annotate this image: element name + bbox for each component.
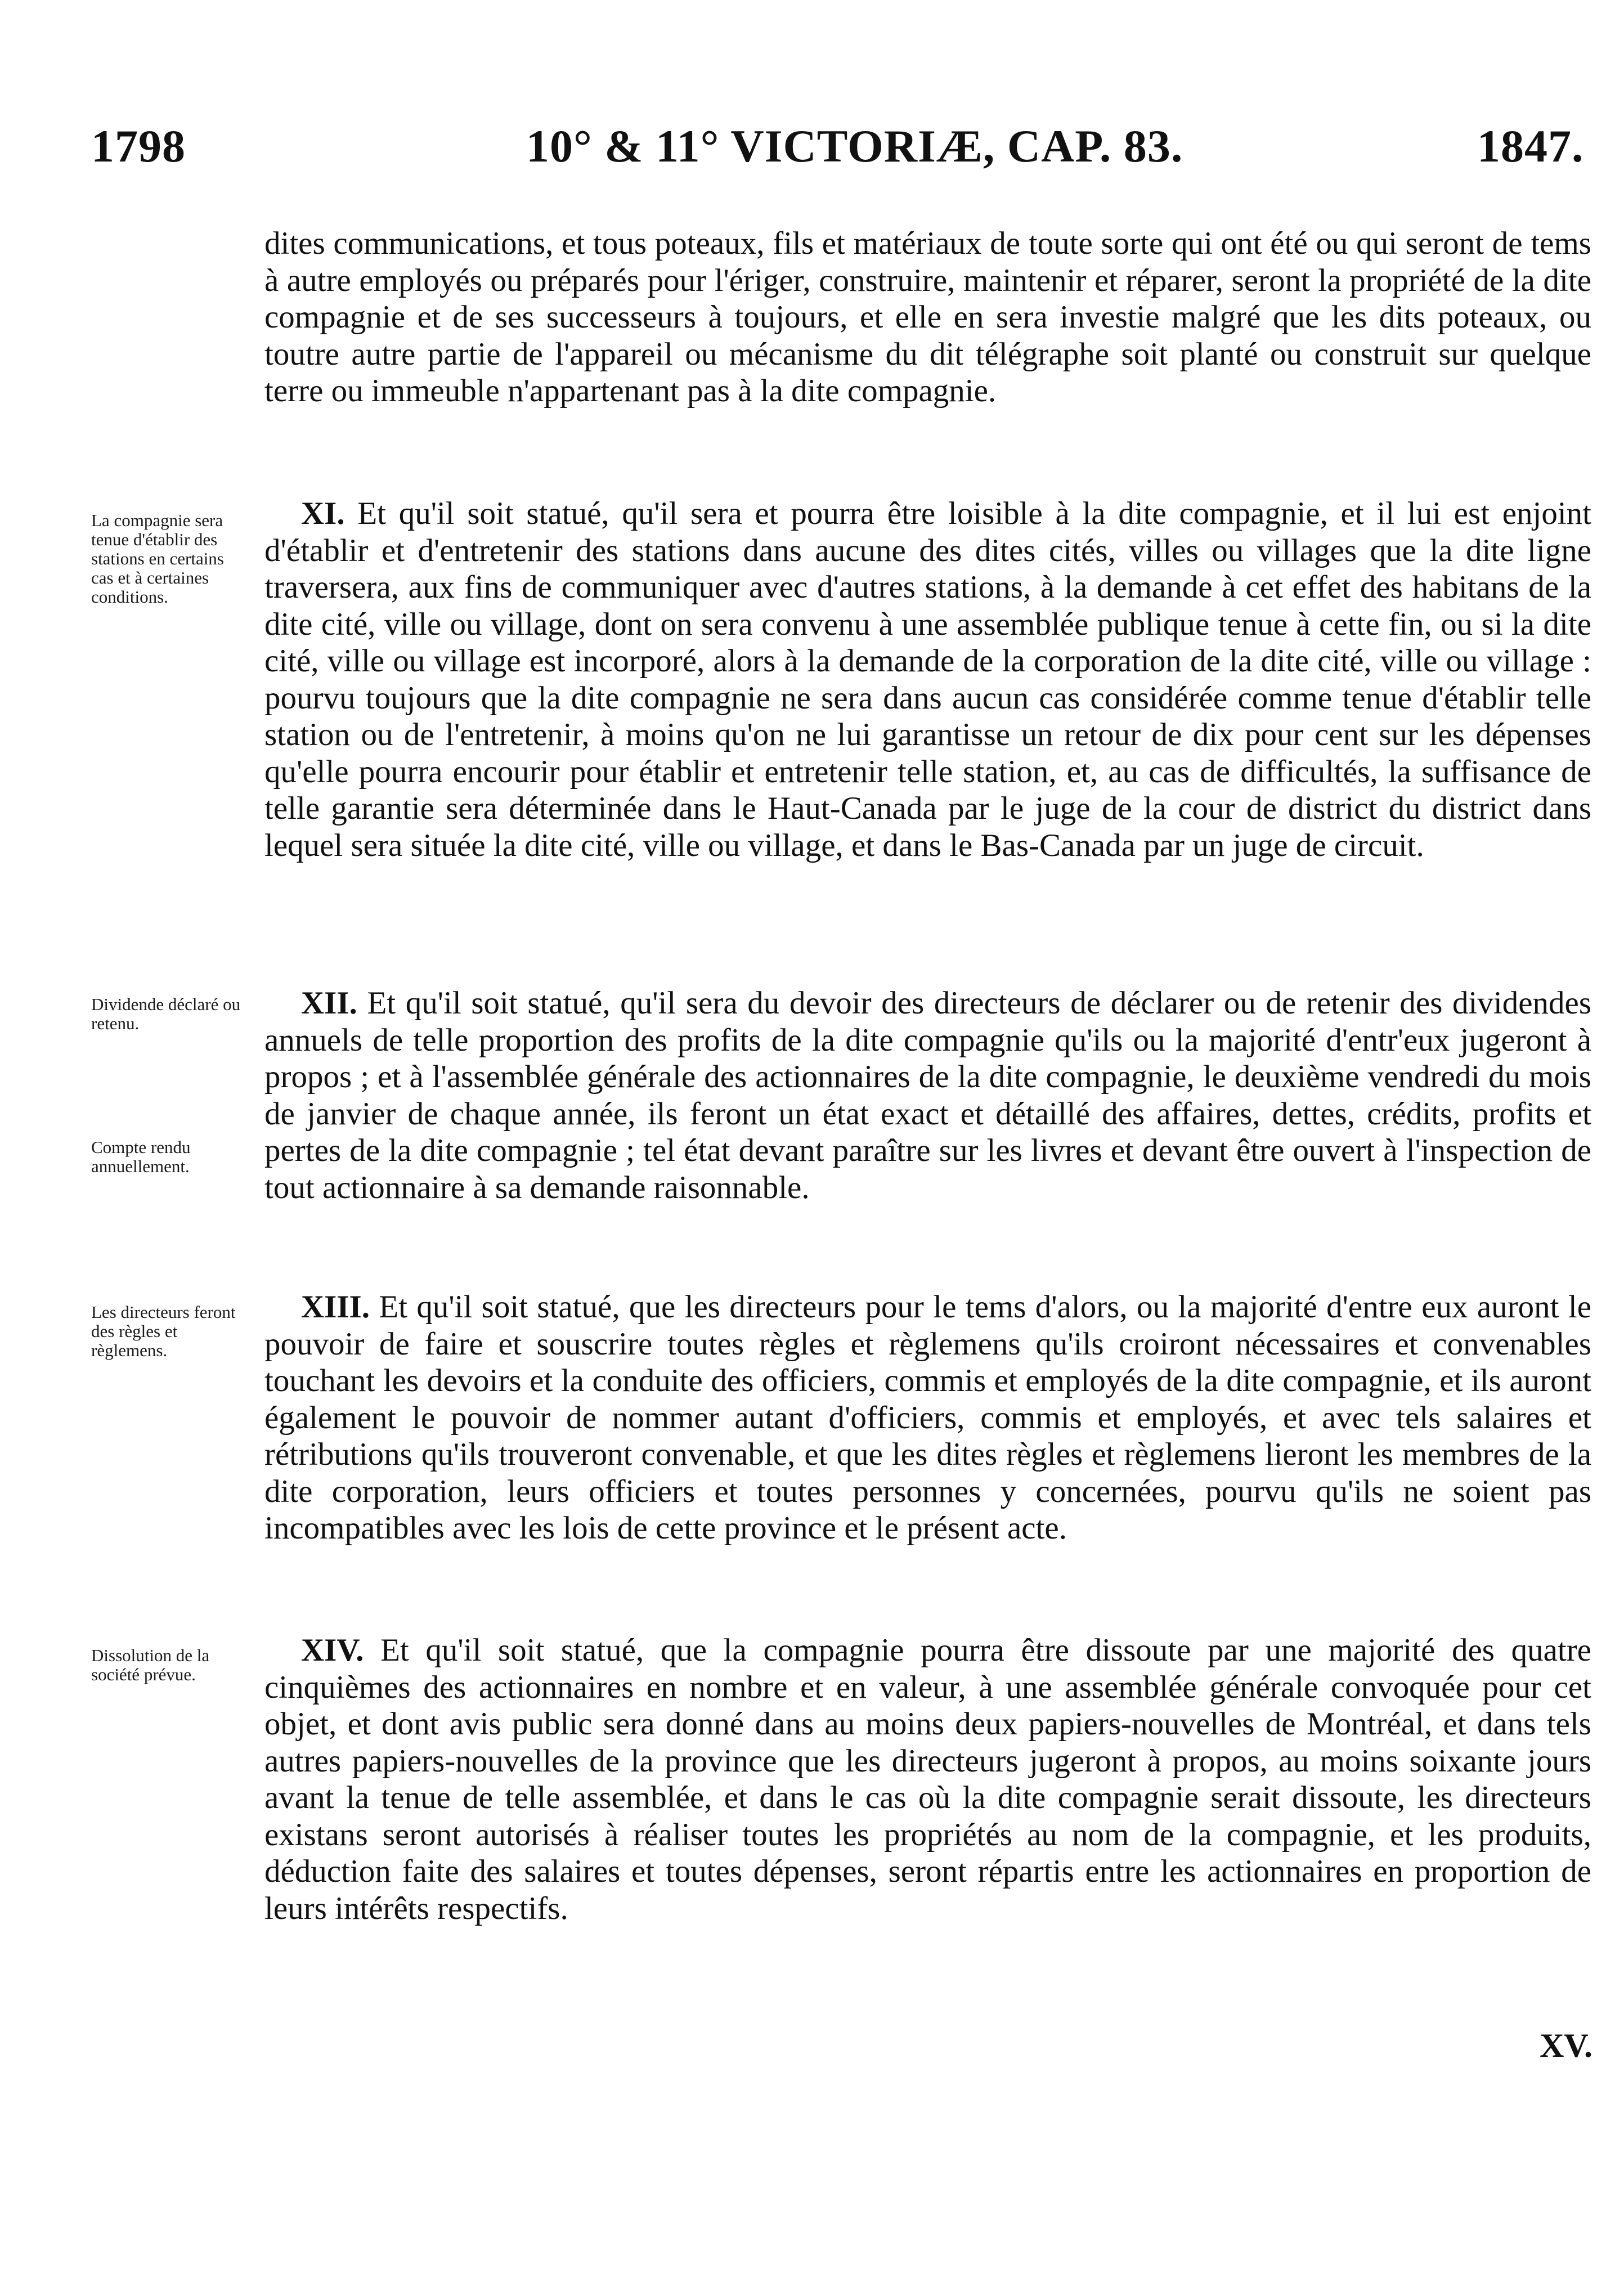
year: 1847. xyxy=(1477,120,1584,172)
margin-note-directeurs: Les directeurs feront des règles et règlemens. xyxy=(91,1302,236,1360)
section-text: Et qu'il soit statué, que la compagnie pourra être dissoute par une majorité des quatre cinquièmes des actionnaires en nombre et en valeur, à une assemblée générale convoquée pour cet objet, et dont avis public sera donné dans au moins deux papiers-nouvelles de Montréal, et dans tels autres papiers-nouvelles de la province que les directeurs jugeront à propos, au moins soixante jours avant la tenue de telle assemblée, et dans le cas où la dite compagnie serait dissoute, les directeurs existans seront autorisés à réaliser toutes les propriétés au nom de la compagnie, et les produits, déduction faite des salaires et toutes dépenses, seront répartis entre les actionnaires en proportion de leurs intérêts respectifs. xyxy=(264,1632,1591,1926)
section-text: Et qu'il soit statué, qu'il sera du devoir des directeurs de déclarer ou de retenir des dividendes annuels de telle proportion des profits de la dite compagnie qu'ils ou la majorité d'entr'eux jugeront à propos ; et à l'assemblée générale des actionnaires de la dite compagnie, le deuxième vendredi du mois de janvier de chaque année, ils feront un état exact et détaillé des affaires, dettes, crédits, profits et pertes de la dite compagnie ; tel état devant paraître sur les livres et devant être ouvert à l'inspection de tout actionnaire à sa demande raisonnable. xyxy=(264,985,1591,1205)
section-number: XIV. xyxy=(301,1632,364,1668)
margin-note-compte-rendu: Compte rendu annuellement. xyxy=(91,1137,191,1176)
continuation-paragraph: dites communications, et tous poteaux, fils et matériaux de toute sorte qui ont été ou qui seront de tems à autre employés ou préparés pour l'ériger, construire, maintenir et réparer, seront la propriété de la dite compagnie et de ses successeurs à toujours, et elle en sera investie malgré que les dits poteaux, ou toutre autre partie de l'appareil ou mécanisme du dit télégraphe soit planté ou construit sur quelque terre ou immeuble n'appartenant pas à la dite compagnie. xyxy=(264,226,1591,409)
catchword: XV. xyxy=(1540,2027,1592,2064)
section-text: Et qu'il soit statué, que les directeurs pour le tems d'alors, ou la majorité d'entre eux auront le pouvoir de faire et souscrire toutes règles et règlemens qu'ils croiront nécessaires et convenables touchant les devoirs et la conduite des officiers, commis et employés de la dite compagnie, et ils auront également le pouvoir de nommer autant d'officiers, commis et employés, et avec tels salaires et rétributions qu'ils trouveront convenable, et que les dites règles et règlemens lieront les membres de la dite corporation, leurs officiers et toutes personnes y concernées, pourvu qu'ils ne soient pas incompatibles avec les lois de cette province et le présent acte. xyxy=(264,1289,1591,1546)
margin-note-stations: La compagnie sera tenue d'établir des stations en certains cas et à certaines conditions. xyxy=(91,510,224,607)
section-xii xyxy=(264,985,1591,1206)
margin-note-dividende: Dividende déclaré ou retenu. xyxy=(91,994,241,1033)
margin-note-dissolution: Dissolution de la société prévue. xyxy=(91,1645,210,1684)
page-header xyxy=(0,118,1624,180)
section-xi xyxy=(264,495,1591,864)
section-number: XI. xyxy=(301,496,345,531)
section-xiv xyxy=(264,1632,1591,1927)
section-number: XIII. xyxy=(301,1289,370,1325)
chapter-title: 10° & 11° VICTORIÆ, CAP. 83. xyxy=(526,120,1183,172)
section-number: XII. xyxy=(301,985,357,1021)
page-number: 1798 xyxy=(91,120,186,172)
section-text: Et qu'il soit statué, qu'il sera et pourra être loisible à la dite compagnie, et il lui est enjoint d'établir et d'entretenir des stations dans aucune des dites cités, villes ou villages que la dite ligne traversera, aux fins de communiquer avec d'autres stations, à la demande à cet effet des habitans de la dite cité, ville ou village, dont on sera convenu à une assemblée publique tenue à cette fin, ou si la dite cité, ville ou village est incorporé, alors à la demande de la corporation de la dite cité, ville ou village : pourvu toujours que la dite compagnie ne sera dans aucun cas considérée comme tenue d'établir telle station ou de l'entretenir, à moins qu'on ne lui garantisse un retour de dix pour cent sur les dépenses qu'elle pourra encourir pour établir et entretenir telle station, et, au cas de difficultés, la suffisance de telle garantie sera déterminée dans le Haut-Canada par le juge de la cour de district du district dans lequel sera située la dite cité, ville ou village, et dans le Bas-Canada par un juge de circuit. xyxy=(264,496,1592,863)
section-xiii xyxy=(264,1289,1591,1547)
